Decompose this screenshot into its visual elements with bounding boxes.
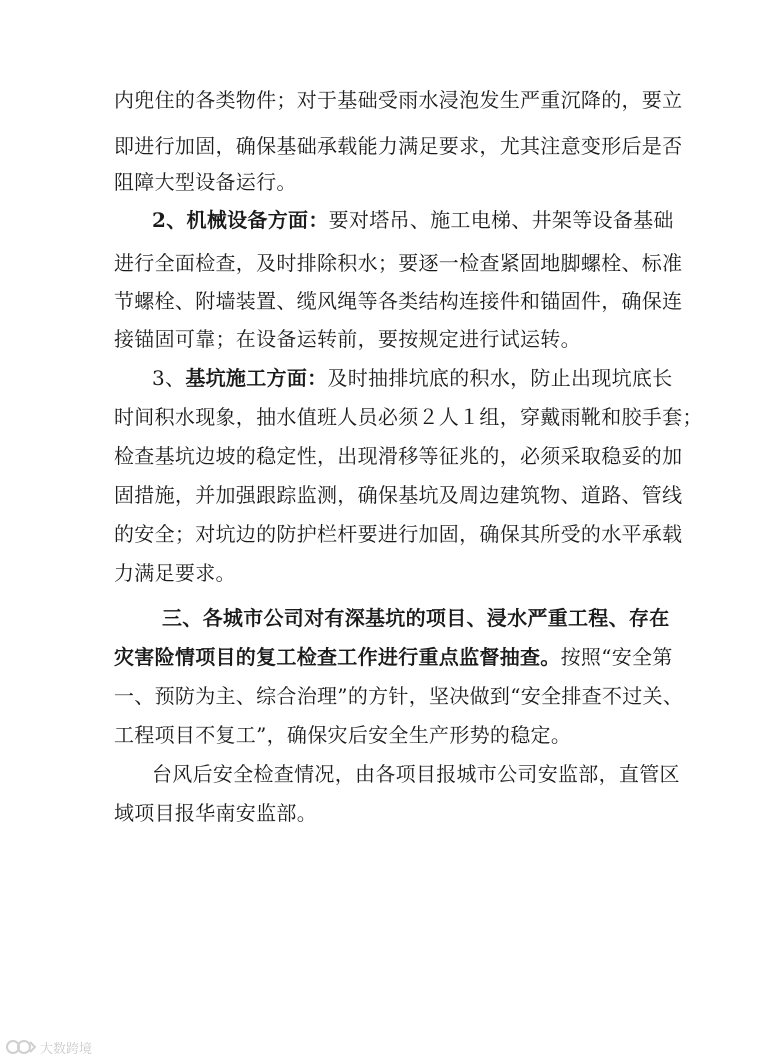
- paragraph-4-line-2-text: 按照“安全第: [560, 645, 673, 669]
- paragraph-3-number: 3、: [152, 366, 186, 390]
- paragraph-1-line-2: 即进行加固，确保基础承载能力满足要求，尤其注意变形后是否: [114, 134, 683, 158]
- paragraph-4-line-1: 三、各城市公司对有深基坑的项目、浸水严重工程、存在: [162, 606, 670, 630]
- paragraph-2-line-1-text: 要对塔吊、施工电梯、井架等设备基础: [328, 208, 674, 232]
- paragraph-2-line-2: 进行全面检查，及时排除积水；要逐一检查紧固地脚螺栓、标准: [114, 251, 683, 275]
- watermark: [6, 1036, 92, 1058]
- paragraph-3-line-3: 检查基坑边坡的稳定性，出现滑移等征兆的，必须采取稳妥的加: [114, 444, 683, 468]
- paragraph-1-line-3: 阻障大型设备运行。: [114, 170, 297, 194]
- paragraph-3-line-2: 时间积水现象，抽水值班人员必须２人１组，穿戴雨靴和胶手套；: [114, 405, 703, 429]
- paragraph-5-line-1: 台风后安全检查情况，由各项目报城市公司安监部，直管区: [152, 762, 680, 786]
- paragraph-4-bold-text: 灾害险情项目的复工检查工作进行重点监督抽查。: [114, 645, 561, 669]
- paragraph-5-line-2: 域项目报华南安监部。: [114, 801, 317, 825]
- watermark-text: 大数跨境: [40, 1041, 93, 1057]
- watermark-logo-icon: [6, 1038, 36, 1056]
- paragraph-2-line-4: 接锚固可靠；在设备运转前，要按规定进行试运转。: [114, 327, 581, 351]
- paragraph-4-line-3: 一、预防为主、综合治理”的方针，坚决做到“安全排查不过关、: [114, 684, 684, 708]
- paragraph-3-line-1-text: 及时抽排坑底的积水，防止出现坑底长: [327, 366, 673, 390]
- paragraph-1-line-1: 内兜住的各类物件；对于基础受雨水浸泡发生严重沉降的，要立: [114, 88, 683, 112]
- paragraph-3-line-6: 力满足要求。: [114, 561, 236, 585]
- paragraph-2-line-1: [152, 197, 674, 243]
- paragraph-3-heading: 基坑施工方面：: [185, 366, 328, 390]
- paragraph-2-line-3: 节螺栓、附墙装置、缆风绳等各类结构连接件和锚固件，确保连: [114, 289, 683, 313]
- paragraph-3-line-4: 固措施，并加强跟踪监测，确保基坑及周边建筑物、道路、管线: [114, 483, 683, 507]
- paragraph-3-line-5: 的安全；对坑边的防护栏杆要进行加固，确保其所受的水平承载: [114, 522, 683, 546]
- paragraph-4-line-4: 工程项目不复工”，确保灾后安全生产形势的稳定。: [114, 723, 572, 747]
- paragraph-2-heading: 2、机械设备方面：: [152, 208, 329, 232]
